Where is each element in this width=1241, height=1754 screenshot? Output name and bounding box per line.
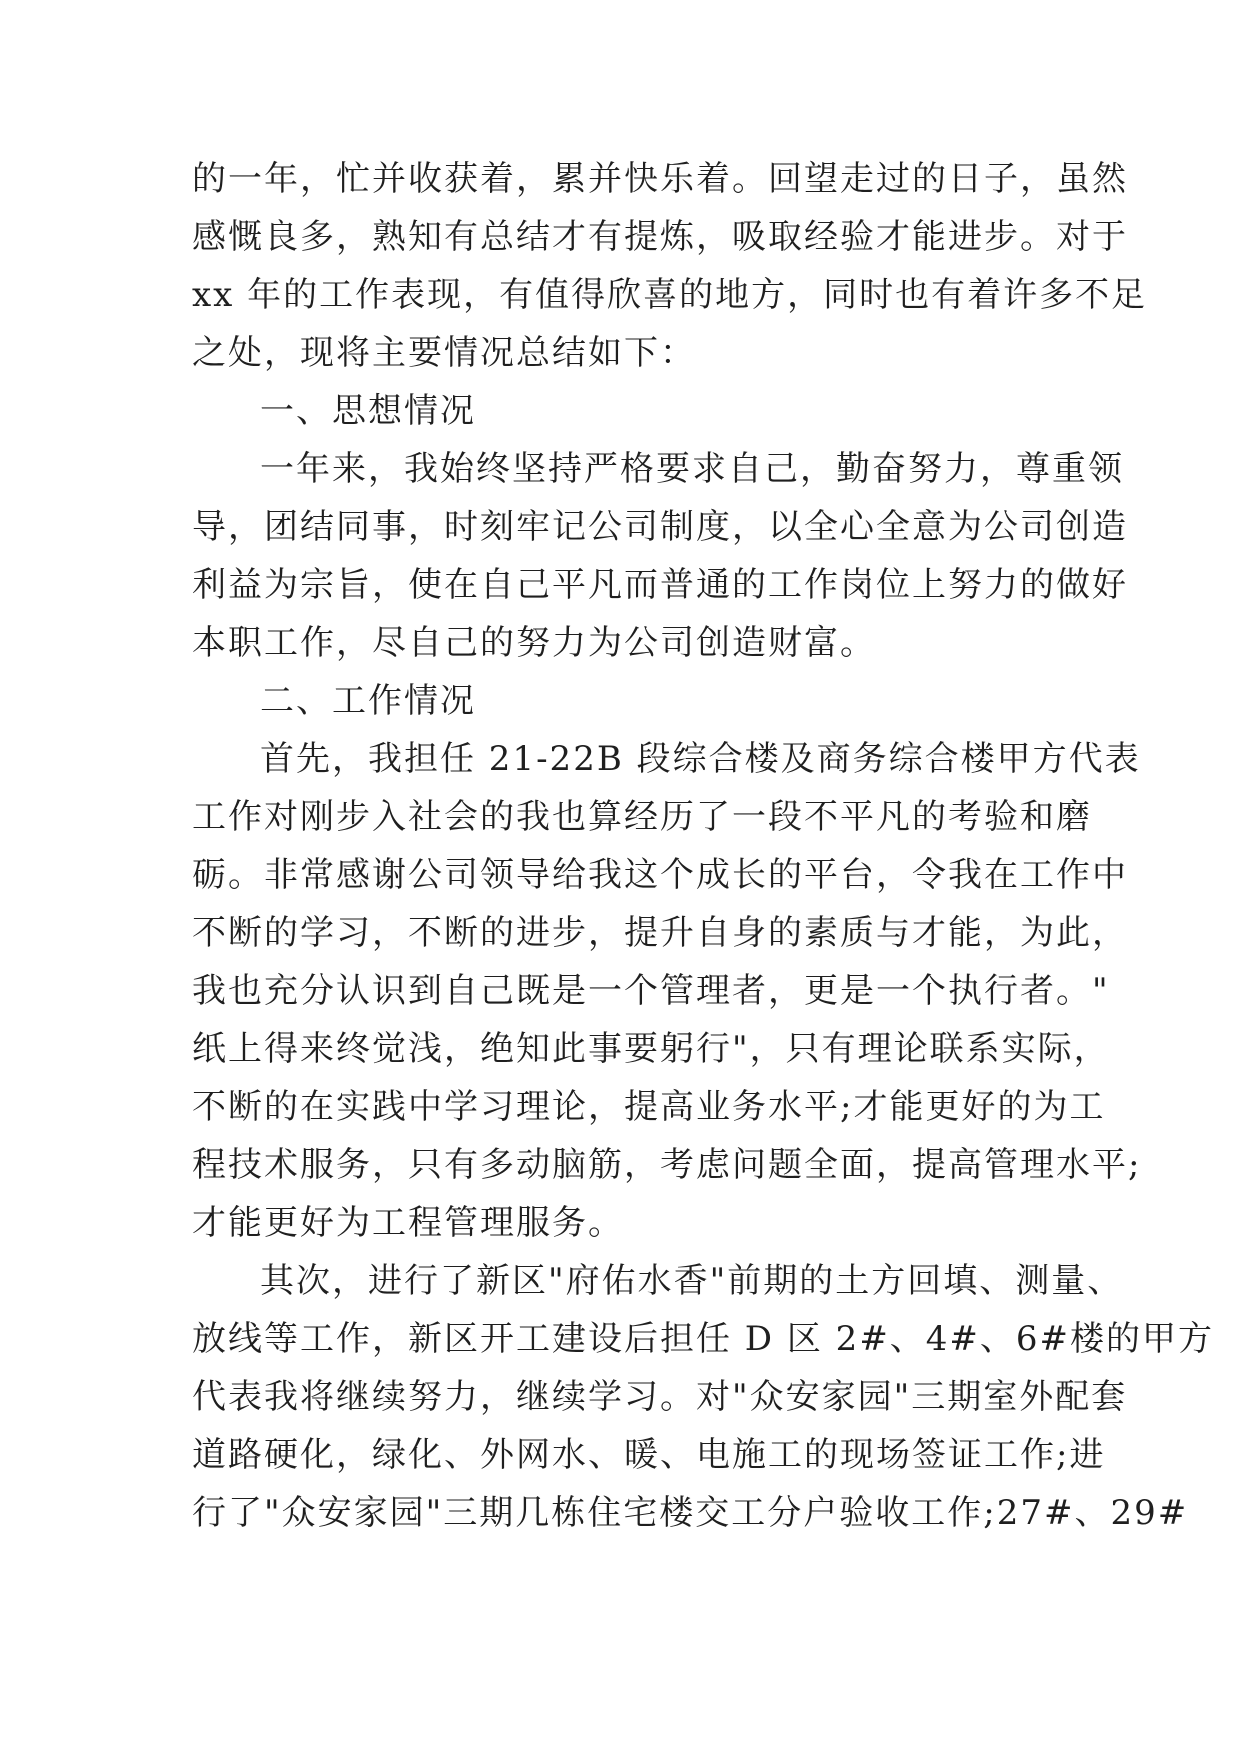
text-line: 工作对刚步入社会的我也算经历了一段不平凡的考验和磨 — [192, 797, 1092, 837]
text-line: 首先，我担任 21-22B 段综合楼及商务综合楼甲方代表 — [260, 739, 1141, 779]
text-line: 砺。非常感谢公司领导给我这个成长的平台，令我在工作中 — [192, 855, 1128, 895]
text-line: 其次，进行了新区"府佑水香"前期的土方回填、测量、 — [260, 1261, 1124, 1301]
text-line: 一年来，我始终坚持严格要求自己，勤奋努力，尊重领 — [260, 449, 1124, 489]
section-heading: 一、思想情况 — [260, 391, 476, 431]
text-line: 代表我将继续努力，继续学习。对"众安家园"三期室外配套 — [192, 1377, 1128, 1417]
text-line: 才能更好为工程管理服务。 — [192, 1203, 624, 1243]
text-line: 道路硬化，绿化、外网水、暖、电施工的现场签证工作;进 — [192, 1435, 1106, 1475]
text-line: 不断的在实践中学习理论，提高业务水平;才能更好的为工 — [192, 1087, 1106, 1127]
text-line: 纸上得来终觉浅，绝知此事要躬行"，只有理论联系实际， — [192, 1029, 1110, 1069]
text-line: 本职工作，尽自己的努力为公司创造财富。 — [192, 623, 876, 663]
text-line: 不断的学习，不断的进步，提升自身的素质与才能，为此， — [192, 913, 1128, 953]
text-line: 感慨良多，熟知有总结才有提炼，吸取经验才能进步。对于 — [192, 217, 1128, 257]
text-line: 之处，现将主要情况总结如下： — [192, 333, 696, 373]
document-body — [192, 150, 1215, 1542]
text-line: 导，团结同事，时刻牢记公司制度，以全心全意为公司创造 — [192, 507, 1128, 547]
text-line: 我也充分认识到自己既是一个管理者，更是一个执行者。" — [192, 971, 1110, 1011]
text-line: 行了"众安家园"三期几栋住宅楼交工分户验收工作;27#、29# — [192, 1493, 1189, 1533]
text-line: xx 年的工作表现，有值得欣喜的地方，同时也有着许多不足 — [192, 275, 1148, 315]
text-line: 利益为宗旨，使在自己平凡而普通的工作岗位上努力的做好 — [192, 565, 1128, 605]
section-heading: 二、工作情况 — [260, 681, 476, 721]
text-line: 的一年，忙并收获着，累并快乐着。回望走过的日子，虽然 — [192, 159, 1128, 199]
text-line: 程技术服务，只有多动脑筋，考虑问题全面，提高管理水平; — [192, 1145, 1142, 1185]
text-line: 放线等工作，新区开工建设后担任 D 区 2#、4#、6#楼的甲方 — [192, 1319, 1215, 1359]
